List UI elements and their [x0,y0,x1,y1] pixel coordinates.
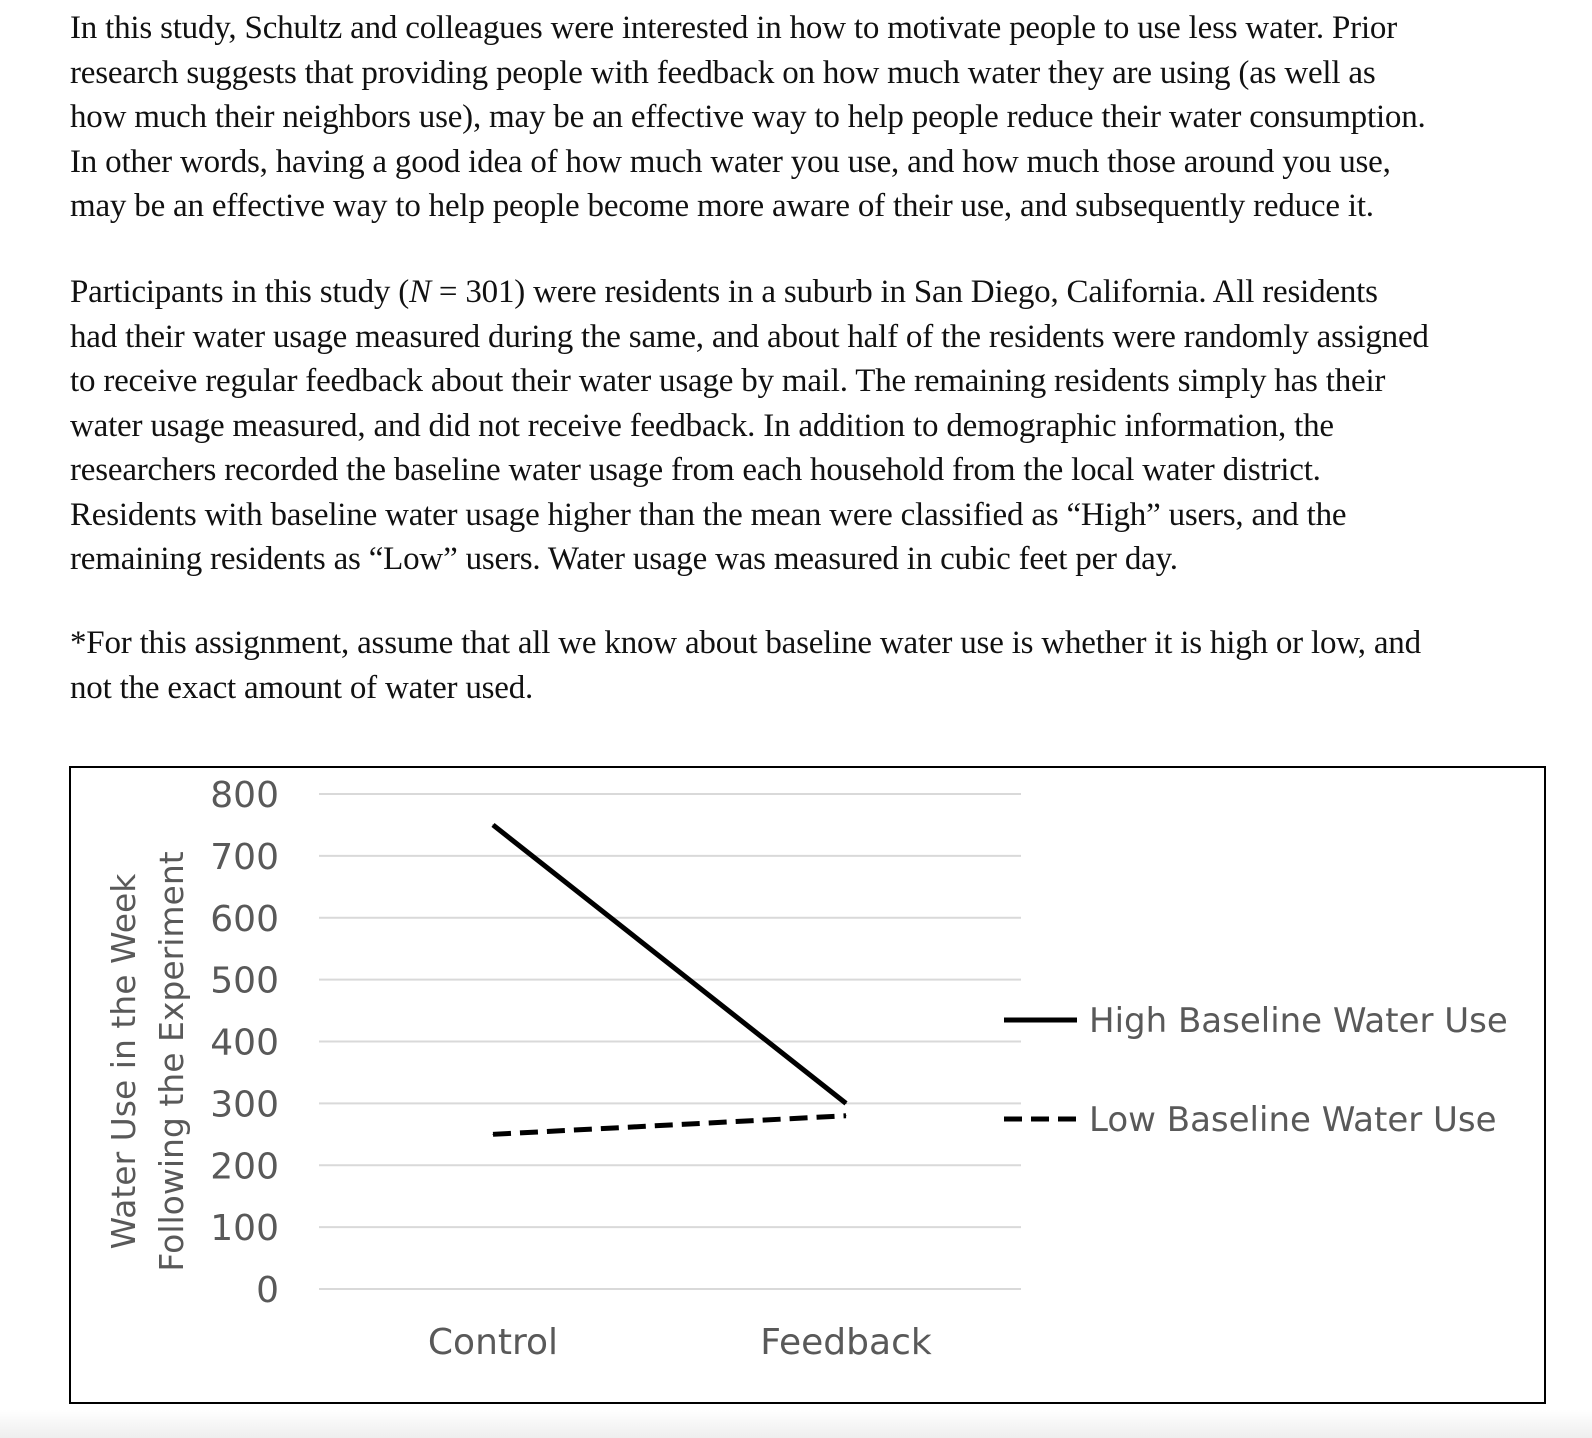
assignment-note [70,621,1580,710]
legend-label: High Baseline Water Use [1089,1001,1508,1041]
y-tick-label: 100 [210,1208,279,1250]
participants-paragraph [70,270,1580,582]
y-tick-label: 300 [210,1084,279,1126]
text-line: *For this assignment, assume that all we know about baseline water use is whether it is high or low, and [70,625,1421,661]
y-tick-label: 0 [256,1270,279,1311]
text-line: In other words, having a good idea of how much water you use, and how much those around you use, [70,143,1391,180]
text-line: to receive regular feedback about their water usage by mail. The remaining residents simply has their [70,363,1386,399]
text-line: may be an effective way to help people become more aware of their use, and subsequently reduce it. [70,188,1374,224]
legend-label: Low Baseline Water Use [1089,1100,1497,1140]
data-point [493,824,494,825]
y-tick-label: 200 [210,1146,279,1188]
intro-paragraph [70,6,1580,229]
line-chart [71,768,1544,1402]
y-axis-title: Water Use in the Week [104,873,143,1250]
text-line: remaining residents as “Low” users. Water usage was measured in cubic feet per day. [70,541,1178,577]
series-line [493,1116,846,1135]
page-bottom-edge [0,1410,1592,1438]
x-category-label: Feedback [760,1322,932,1363]
x-category-label: Control [427,1322,559,1363]
text-line: not the exact amount of water used. [70,669,534,706]
sample-size-symbol: N [409,274,431,310]
text-segment: Participants in this study ( [70,274,410,310]
text-line: water usage measured, and did not receive feedback. In addition to demographic information, the [70,407,1334,444]
data-point [846,1115,847,1116]
chart-frame [69,766,1546,1404]
y-tick-label: 400 [210,1022,279,1064]
text-line: how much their neighbors use), may be an effective way to help people reduce their water consumption. [70,99,1426,135]
text-line: Residents with baseline water usage higher than the mean were classified as “High” users, and the [70,496,1347,533]
text-segment: = 301) were residents in a suburb in San Diego, California. All residents [430,274,1378,310]
data-point [846,1103,847,1104]
y-axis-title: Following the Experiment [152,851,191,1272]
text-line: research suggests that providing people with feedback on how much water they are using (as well as [70,54,1376,91]
text-line: researchers recorded the baseline water usage from each household from the local water district. [70,452,1321,488]
y-tick-label: 600 [210,898,279,940]
text-line: had their water usage measured during the same, and about half of the residents were randomly assigned [70,318,1429,355]
series-line [493,825,846,1103]
text-line [70,270,1580,315]
y-tick-label: 500 [210,960,279,1002]
text-line: In this study, Schultz and colleagues were interested in how to motivate people to use less water. Prior [70,10,1397,46]
y-tick-label: 800 [210,775,279,816]
y-tick-label: 700 [210,836,279,878]
data-point [493,1134,494,1135]
